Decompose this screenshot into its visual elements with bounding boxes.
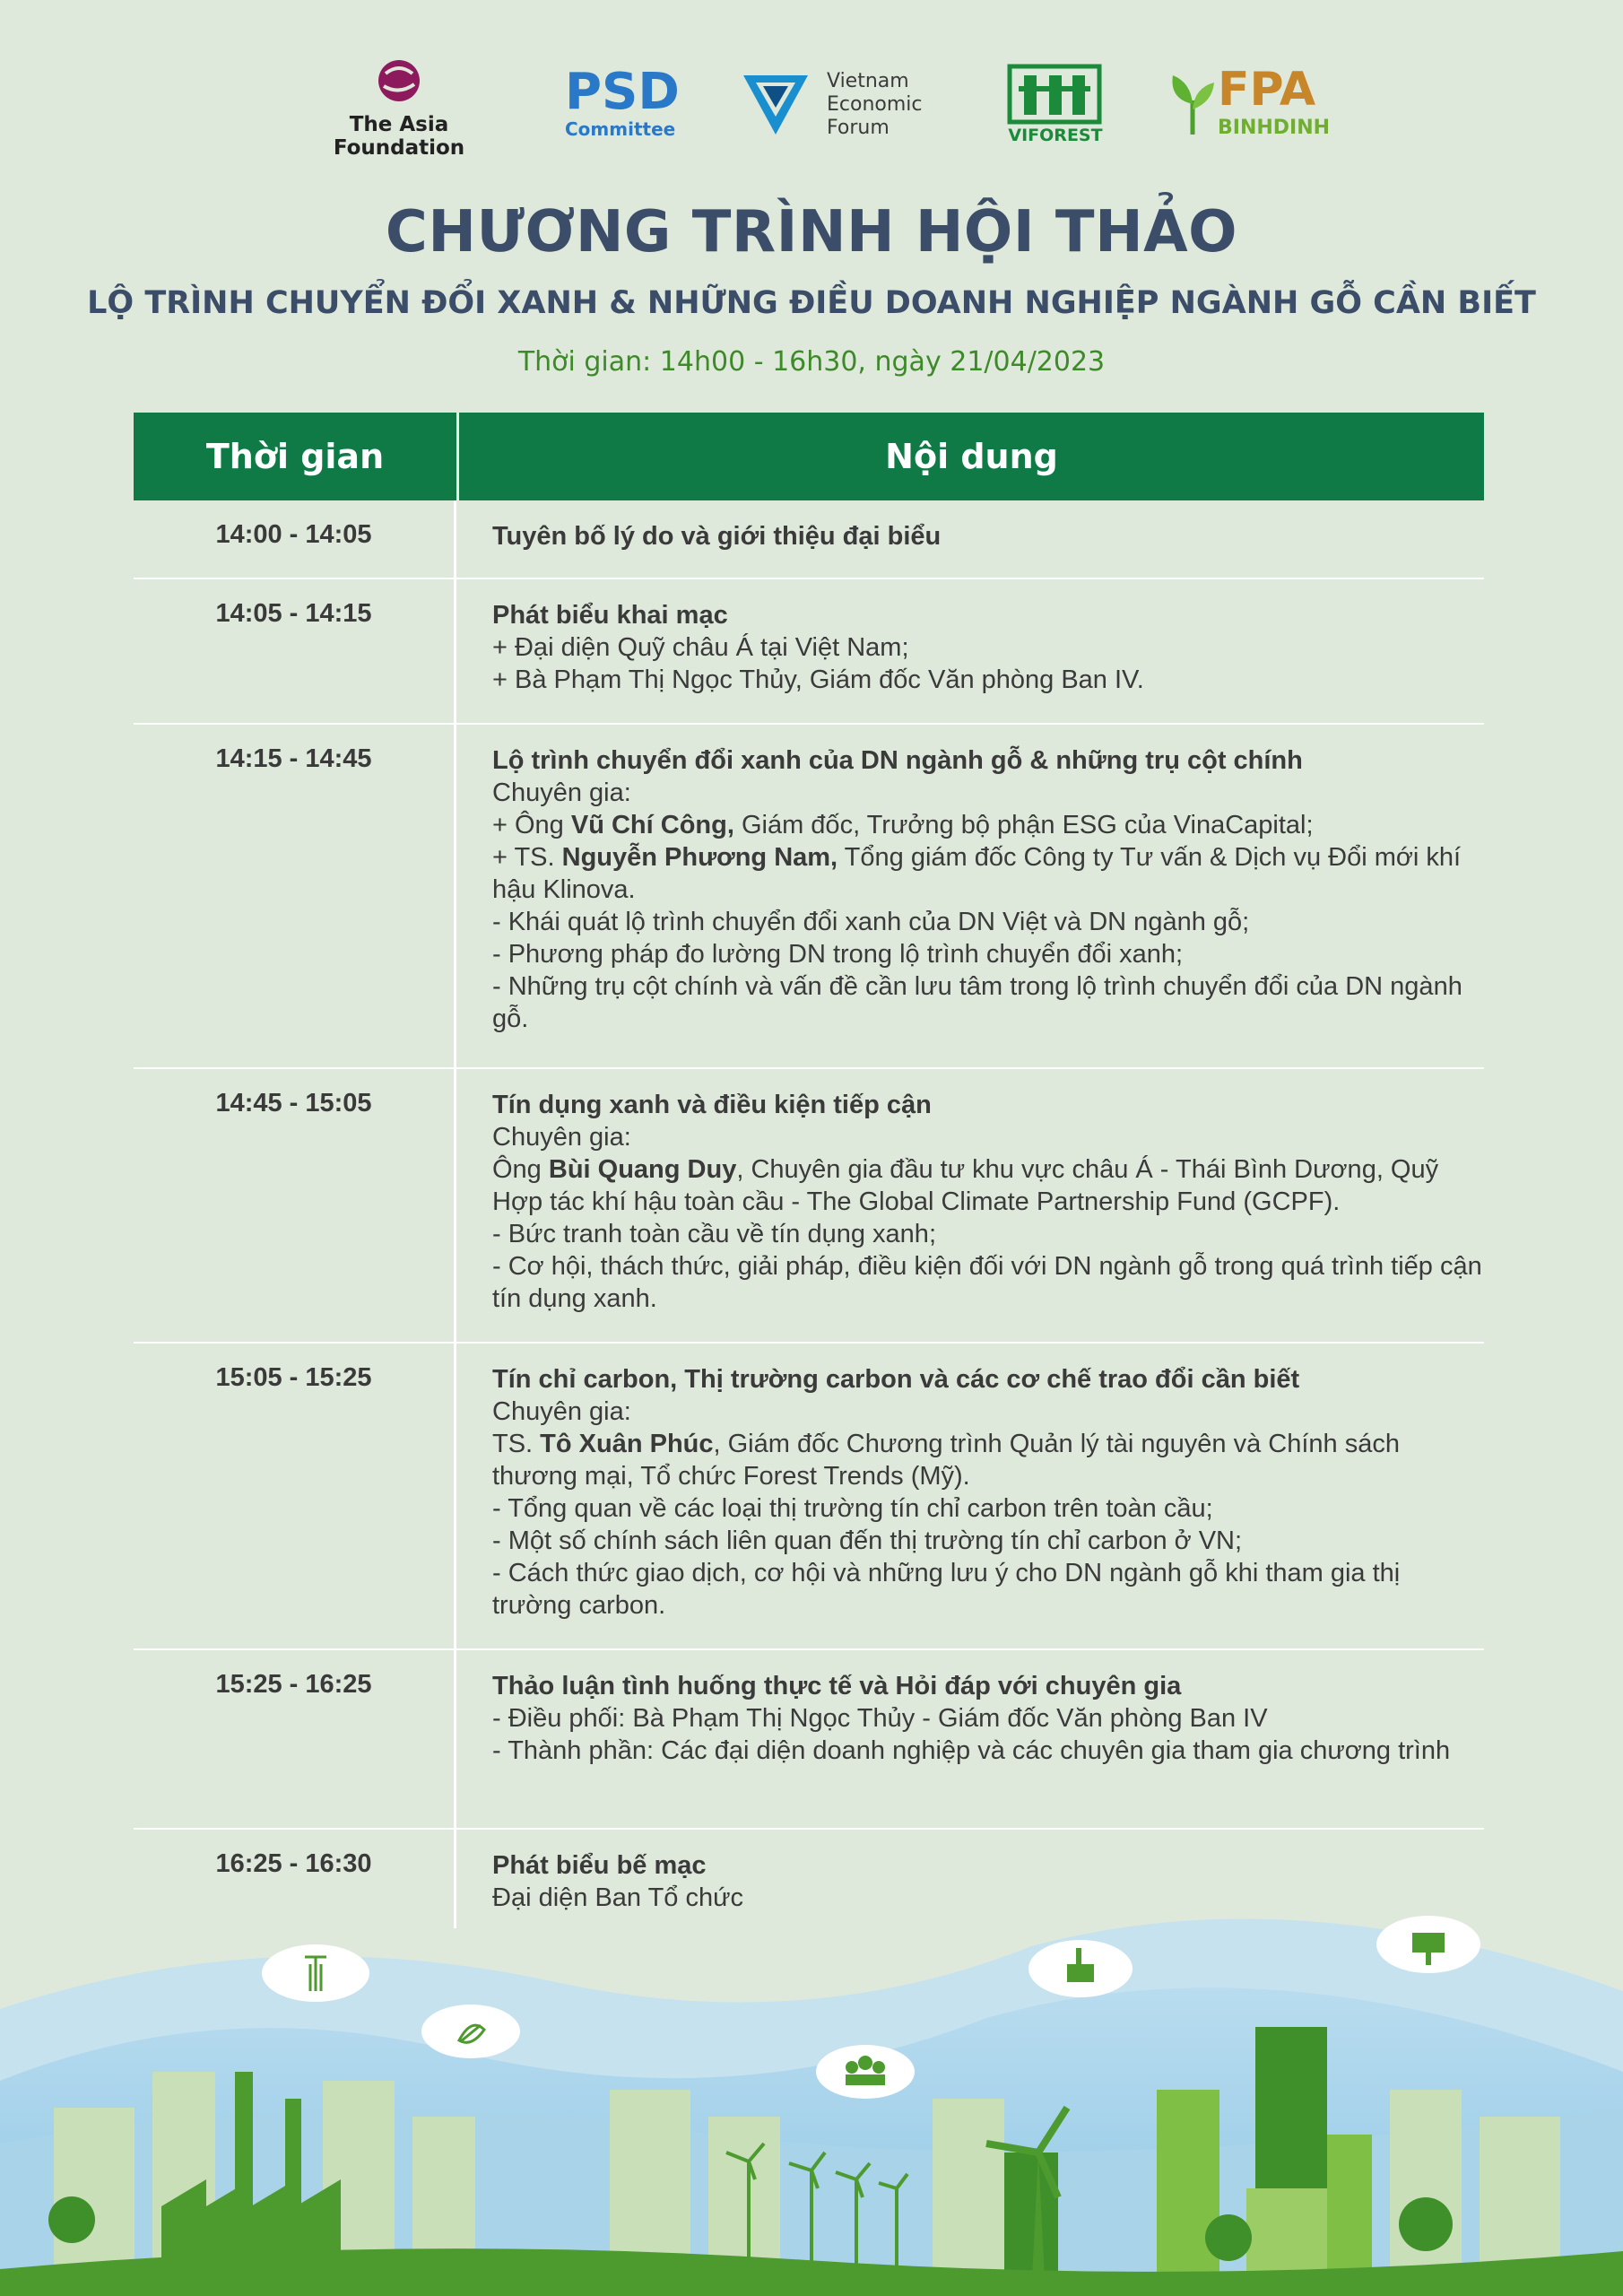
row-line-suffix: Tổng giám đốc Công ty Tư vấn & Dịch vụ Đổi mới khí hậu Klinova. [492,843,1462,904]
agenda-table [134,413,1484,1928]
row-content [456,579,1484,723]
row-line: - Cách thức giao dịch, cơ hội và những lưu ý cho DN ngành gỗ khi tham gia thị trường carbon. [492,1559,1401,1620]
row-line-suffix: , Giám đốc Chương trình Quản lý tài nguyên và Chính sách thương mại, Tổ chức Forest Trends (Mỹ). [492,1430,1400,1491]
row-line: - Tổng quan về các loại thị trường tín chỉ carbon trên toàn cầu; [492,1494,1213,1523]
vef-line-3: Forum [827,117,890,139]
row-line: + Bà Phạm Thị Ngọc Thủy, Giám đốc Văn phòng Ban IV. [492,665,1144,694]
psd-committee-logo [565,54,680,152]
row-time: 16:25 - 16:30 [134,1830,456,1928]
green-city-illustration [0,1883,1623,2296]
row-line-prefix: + Ông [492,811,571,839]
vef-line-2: Economic [827,93,923,116]
row-content [456,725,1484,1067]
table-row [134,1650,1484,1830]
event-time: Thời gian: 14h00 - 16h30, ngày 21/04/2023 [517,346,1106,378]
vef-line-1: Vietnam [827,70,909,92]
row-line-prefix: TS. [492,1430,541,1458]
row-heading: Tuyên bố lý do và giới thiệu đại biểu [492,522,942,551]
table-row [134,1069,1484,1344]
row-heading: Lộ trình chuyển đổi xanh của DN ngành gỗ & những trụ cột chính [492,746,1303,775]
row-content [456,1069,1484,1342]
row-line: - Những trụ cột chính và vấn đề cần lưu tâm trong lộ trình chuyển đổi của DN ngành gỗ. [492,972,1462,1033]
row-content [456,500,1484,578]
speaker-name: Nguyễn Phương Nam, [561,843,838,872]
viforest-name: VIFOREST [1008,126,1103,145]
col-header-content: Nội dung [885,437,1058,476]
vef-emblem-icon [740,70,812,142]
fpa-logo-subtitle: BINHDINH [1218,117,1331,139]
row-line: Chuyên gia: [492,778,631,807]
row-time: 14:00 - 14:05 [134,500,456,578]
row-line-prefix: Ông [492,1155,549,1184]
leaf-sprout-icon [1166,66,1219,138]
speaker-name: Tô Xuân Phúc [540,1430,714,1458]
vietnam-economic-forum-logo [740,54,946,152]
row-time: 14:05 - 14:15 [134,579,456,723]
row-content [456,1650,1484,1828]
agenda-table-header [134,413,1484,500]
partner-logos [0,54,1623,160]
row-line: Chuyên gia: [492,1123,631,1152]
psd-logo-title: PSD [565,63,680,121]
fpa-binhdinh-logo [1166,54,1331,152]
row-line: Đại diện Ban Tổ chức [492,1883,744,1912]
table-row [134,579,1484,725]
asia-foundation-logo [296,54,502,160]
row-heading: Phát biểu khai mạc [492,601,728,630]
row-line: - Điều phối: Bà Phạm Thị Ngọc Thủy - Giám đốc Văn phòng Ban IV [492,1704,1268,1733]
row-heading: Tín chỉ carbon, Thị trường carbon và các cơ chế trao đổi cần biết [492,1365,1300,1394]
page-subtitle: LỘ TRÌNH CHUYỂN ĐỔI XANH & NHỮNG ĐIỀU DOANH NGHIỆP NGÀNH GỖ CẦN BIẾT [87,285,1536,321]
row-line [492,1153,1484,1218]
row-content [456,1344,1484,1648]
row-line: - Một số chính sách liên quan đến thị trường tín chỉ carbon ở VN; [492,1526,1243,1555]
row-line: - Khái quát lộ trình chuyển đổi xanh của DN Việt và DN ngành gỗ; [492,908,1250,936]
row-heading: Thảo luận tình huống thực tế và Hỏi đáp với chuyên gia [492,1672,1182,1700]
row-line: Chuyên gia: [492,1397,631,1426]
row-line: - Phương pháp đo lường DN trong lộ trình chuyển đổi xanh; [492,940,1184,969]
row-line-suffix: Giám đốc, Trưởng bộ phận ESG của VinaCapital; [733,811,1314,839]
row-line [492,841,1484,906]
row-time: 15:25 - 16:25 [134,1650,456,1828]
psd-logo-subtitle: Committee [565,118,676,140]
table-row [134,725,1484,1069]
table-row [134,1344,1484,1650]
viforest-emblem-icon [997,59,1114,131]
page-title: CHƯƠNG TRÌNH HỘI THẢO [385,199,1238,265]
asia-foundation-name: The Asia Foundation [333,113,465,160]
row-line: - Bức tranh toàn cầu về tín dụng xanh; [492,1220,936,1248]
row-heading: Tín dụng xanh và điều kiện tiếp cận [492,1091,932,1119]
row-line-prefix: + TS. [492,843,562,872]
table-row [134,500,1484,579]
row-line [492,809,1484,841]
row-line: - Cơ hội, thách thức, giải pháp, điều kiện đối với DN ngành gỗ trong quá trình tiếp cận tín dụng xanh. [492,1252,1482,1313]
row-line: - Thành phần: Các đại diện doanh nghiệp và các chuyên gia tham gia chương trình [492,1736,1451,1765]
row-time: 14:15 - 14:45 [134,725,456,1067]
row-line: + Đại diện Quỹ châu Á tại Việt Nam; [492,633,909,662]
speaker-name: Vũ Chí Công, [570,811,734,839]
row-heading: Phát biểu bế mạc [492,1851,707,1880]
row-line-suffix: , Chuyên gia đầu tư khu vực châu Á - Thái Bình Dương, Quỹ Hợp tác khí hậu toàn cầu - The Global Climate Partnership Fund (GCPF). [492,1155,1439,1216]
row-time: 15:05 - 15:25 [134,1344,456,1648]
viforest-logo [997,54,1114,152]
speaker-name: Bùi Quang Duy [548,1155,737,1184]
row-line [492,1428,1484,1492]
fpa-logo-title: FPA [1218,63,1316,117]
col-header-time: Thời gian [134,413,459,500]
row-time: 14:45 - 15:05 [134,1069,456,1342]
